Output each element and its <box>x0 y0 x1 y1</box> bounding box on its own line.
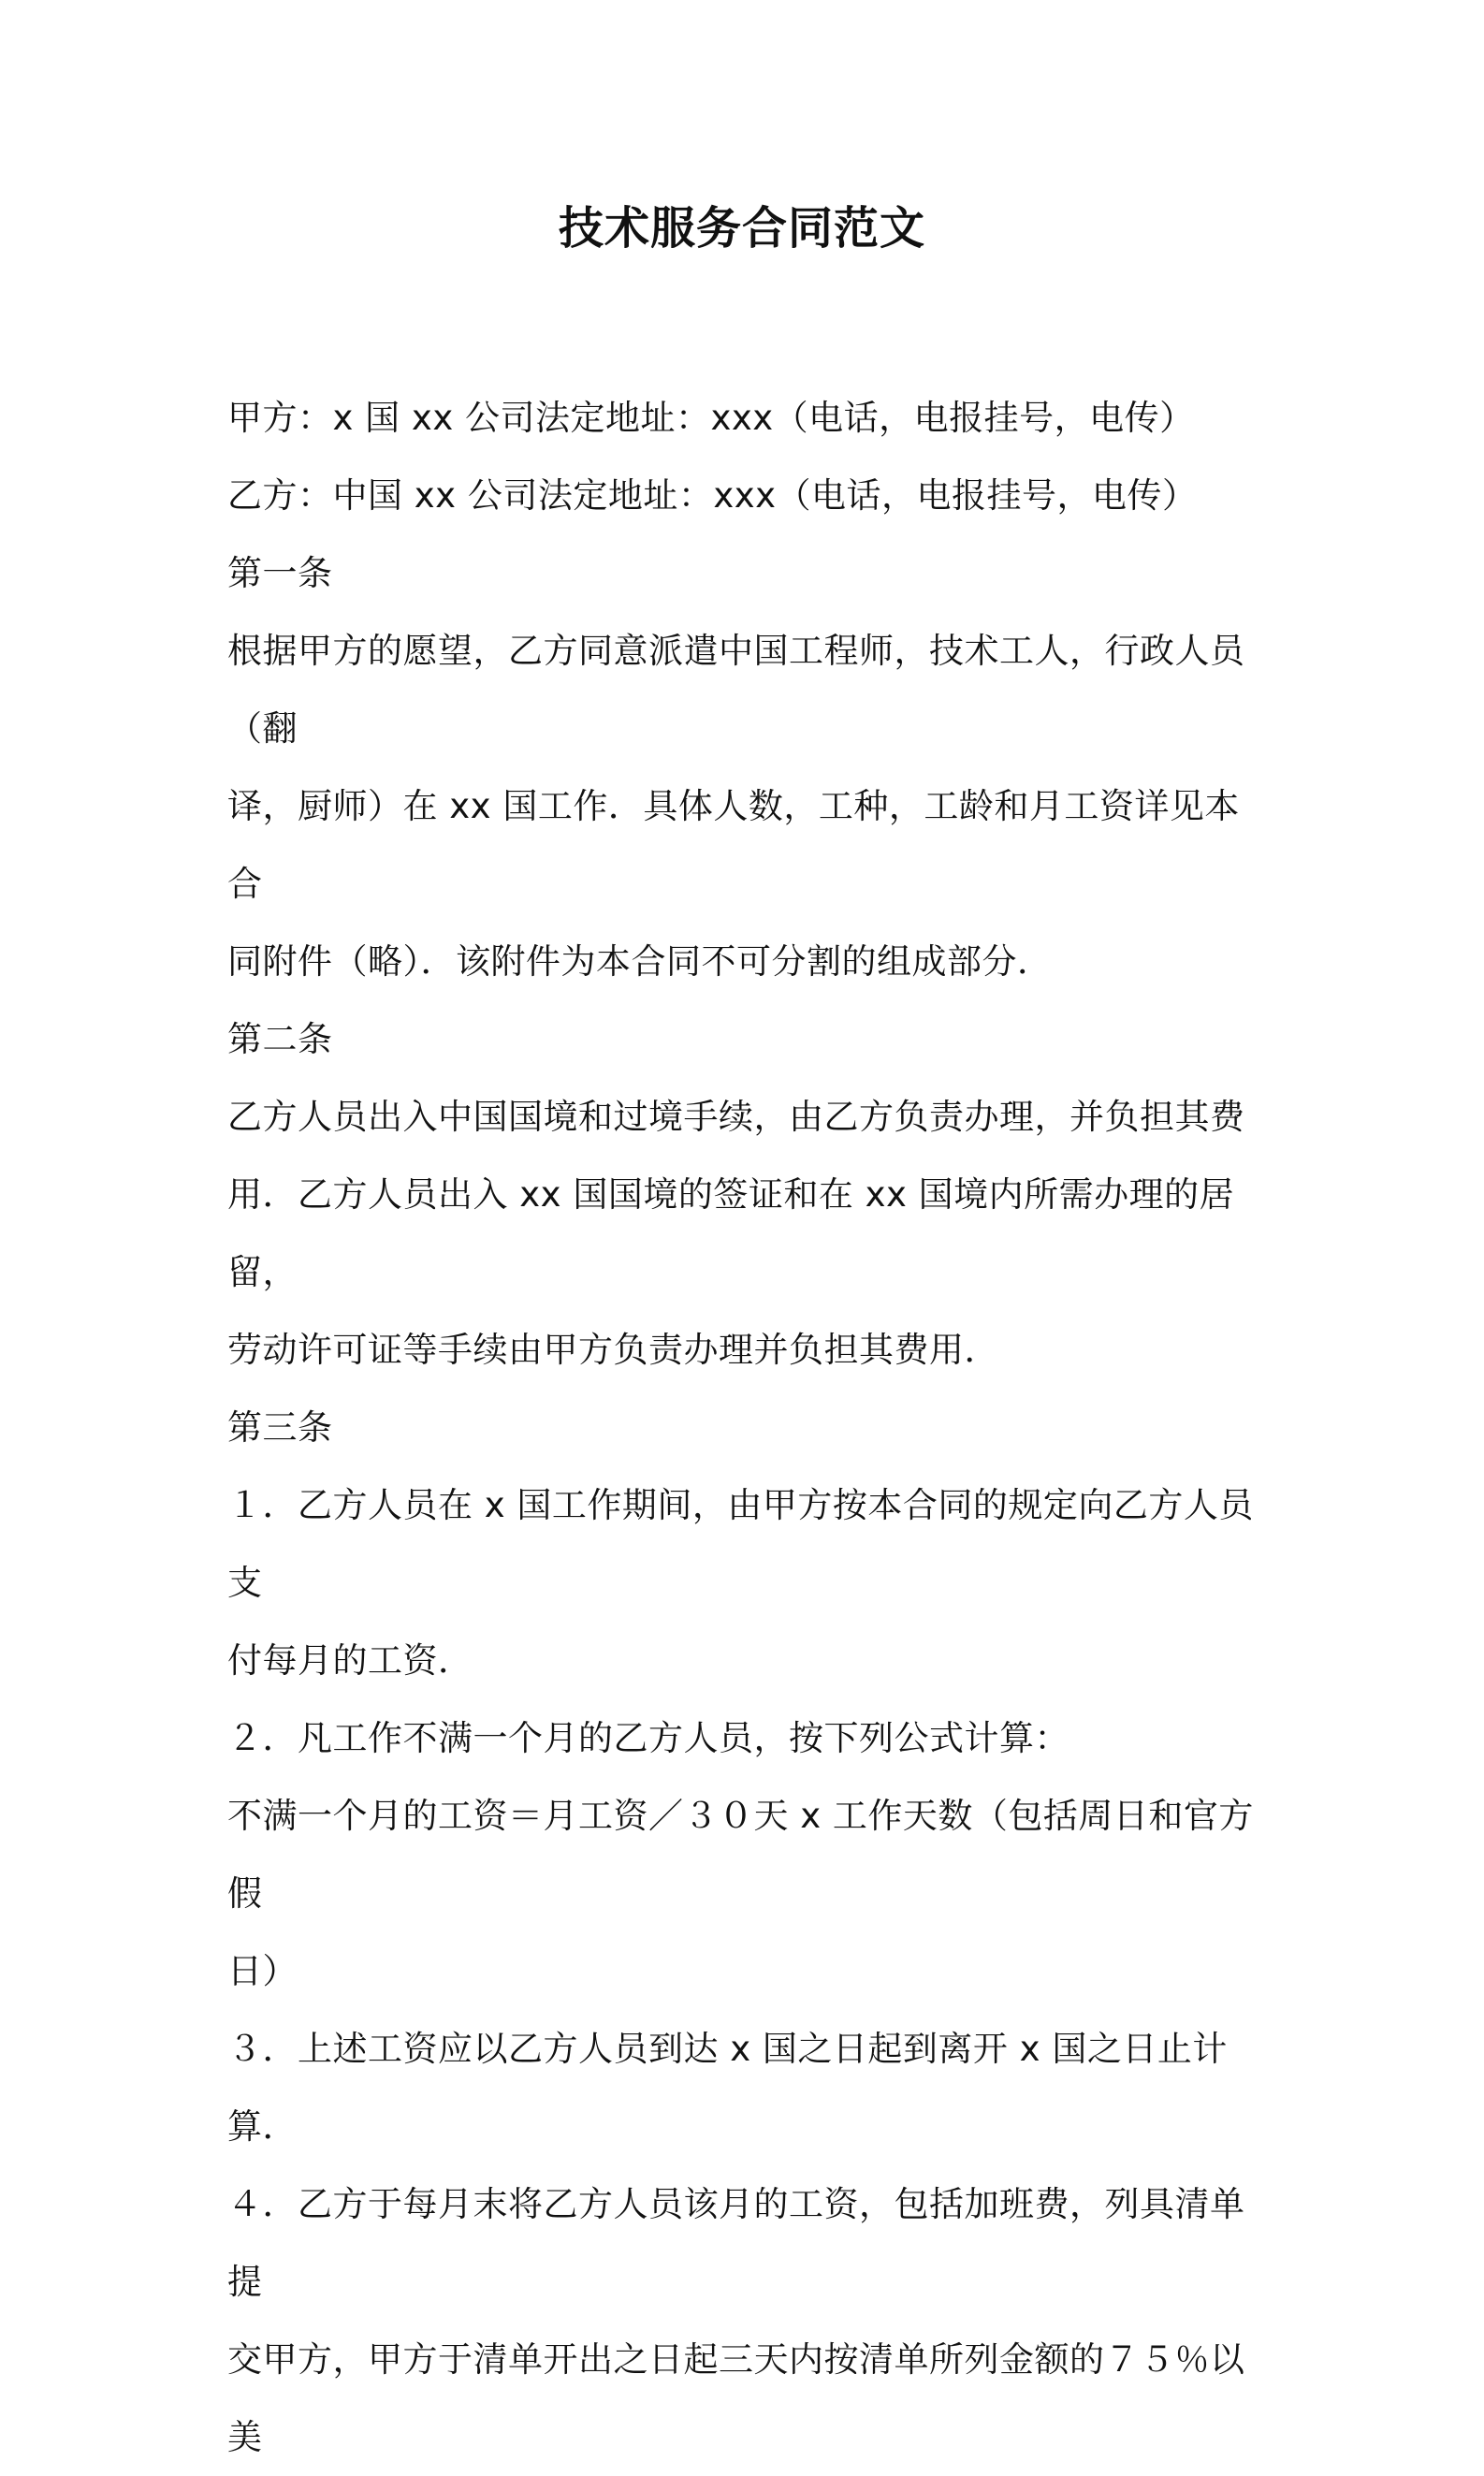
article-1-line-3: 同附件（略）．该附件为本合同不可分割的组成部分． <box>227 941 1053 982</box>
article-1-line-2: 译，厨师）在 xx 国工作．具体人数，工种，工龄和月工资详见本合 <box>227 786 1240 904</box>
article-1-heading: 第一条 <box>227 553 333 593</box>
article-2-line-2: 用．乙方人员出入 xx 国国境的签证和在 xx 国境内所需办理的居留， <box>227 1174 1235 1292</box>
article-3-item-2-formula-line-2: 日） <box>227 1951 298 1991</box>
document-title: 技术服务合同范文 <box>558 202 925 255</box>
document-body <box>227 379 1266 2476</box>
article-3-item-3-line-1: ３．上述工资应以乙方人员到达 x 国之日起到离开 x 国之日止计算． <box>227 2029 1228 2147</box>
article-3-heading: 第三条 <box>227 1407 333 1448</box>
article-3-item-2-line-1: ２．凡工作不满一个月的乙方人员，按下列公式计算： <box>227 1718 1069 1758</box>
article-3-item-4-line-2: 交甲方，甲方于清单开出之日起三天内按清单所列金额的７５％以美 <box>227 2339 1245 2457</box>
article-3-item-1-line-2: 付每月的工资． <box>227 1640 473 1681</box>
party-b-line: 乙方：中国 xx 公司法定地址：xxx（电话，电报挂号，电传） <box>227 475 1198 516</box>
article-3-item-2-formula-line-1: 不满一个月的工资＝月工资／３０天 x 工作天数（包括周日和官方假 <box>227 1796 1254 1914</box>
article-1-line-1: 根据甲方的愿望，乙方同意派遣中国工程师，技术工人，行政人员（翻 <box>227 631 1245 749</box>
article-3-item-1-line-1: １．乙方人员在 x 国工作期间，由甲方按本合同的规定向乙方人员支 <box>227 1485 1254 1603</box>
article-2-line-1: 乙方人员出入中国国境和过境手续，由乙方负责办理，并负担其费 <box>227 1097 1245 1137</box>
party-a-line: 甲方：x 国 xx 公司法定地址：xxx（电话，电报挂号，电传） <box>227 398 1195 438</box>
article-3-item-4-line-1: ４．乙方于每月末将乙方人员该月的工资，包括加班费，列具清单提 <box>227 2184 1245 2302</box>
article-2-line-3: 劳动许可证等手续由甲方负责办理并负担其费用． <box>227 1330 999 1370</box>
article-2-heading: 第二条 <box>227 1019 333 1059</box>
